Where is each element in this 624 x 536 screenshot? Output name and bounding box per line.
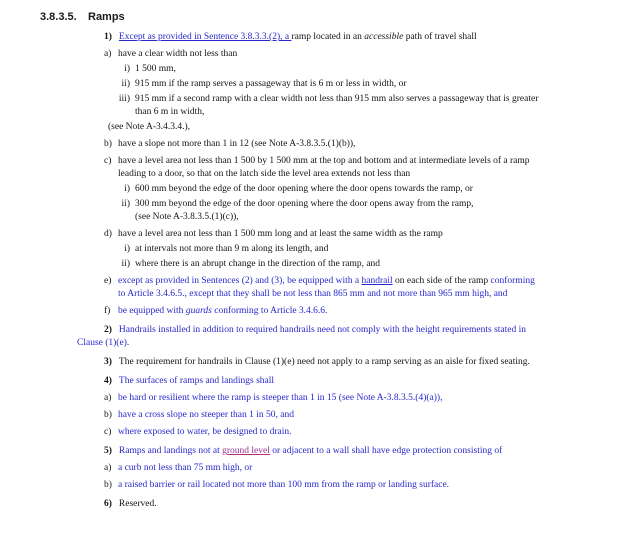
clause-text bbox=[118, 155, 614, 181]
clause-label: b) bbox=[104, 480, 112, 490]
text-run: Reserved. bbox=[118, 499, 157, 509]
text-run: have a clear width not less than bbox=[118, 49, 238, 59]
text-run: 915 mm if the ramp serves a passageway that is 6 m or less in width, or bbox=[135, 79, 407, 89]
sentence bbox=[77, 31, 614, 44]
subclause-label: i) bbox=[124, 184, 130, 194]
clause-label: c) bbox=[104, 156, 112, 166]
text-run: ramp located in an bbox=[291, 32, 365, 42]
text-run: guards bbox=[185, 306, 212, 316]
text-run: except as provided in Sentences (2) and (3), be equipped with a bbox=[118, 276, 362, 286]
text-run: have a slope not more than 1 in 12 (see Note A-3.8.3.5.(1)(b)), bbox=[118, 139, 356, 149]
subclause-label: i) bbox=[124, 64, 130, 74]
text-run: on each side of the ramp bbox=[392, 276, 491, 286]
sentence-text bbox=[119, 499, 157, 509]
see-note-reference: (see Note A-3.4.3.4.), bbox=[108, 122, 191, 132]
text-run: 600 mm beyond the edge of the door opening where the door opens towards the ramp, or bbox=[135, 184, 473, 194]
clause-item bbox=[104, 479, 614, 492]
subclause-item bbox=[110, 183, 614, 196]
sentence-number: 1) bbox=[104, 32, 112, 42]
reference-link[interactable]: ground level bbox=[222, 446, 270, 456]
text-run: 915 mm if a second ramp with a clear width not less than 915 mm also serves a passageway that is greater bbox=[135, 94, 539, 104]
clause-label: e) bbox=[104, 276, 112, 286]
text-run: 1 500 mm, bbox=[135, 64, 176, 74]
reference-link[interactable]: Except as provided in Sentence 3.8.3.3.(2), a bbox=[118, 32, 292, 42]
subclause-label: i) bbox=[124, 244, 130, 254]
subclause-item bbox=[110, 258, 614, 271]
subclause-label: iii) bbox=[118, 94, 130, 104]
text-run: be equipped with bbox=[118, 306, 186, 316]
text-run: The surfaces of ramps and landings shall bbox=[118, 376, 275, 386]
clause-item bbox=[104, 462, 614, 475]
text-run: accessible bbox=[364, 32, 404, 42]
clause-text bbox=[118, 138, 614, 151]
sentence-text bbox=[119, 446, 502, 456]
text-run: path of travel shall bbox=[403, 32, 477, 42]
clause-label: d) bbox=[104, 229, 112, 239]
text-run: have a level area not less than 1 500 by 1 500 mm at the top and bottom and at intermediate levels of a ramp bbox=[118, 156, 530, 166]
article-number: 3.8.3.5. bbox=[40, 11, 77, 23]
text-run: where there is an abrupt change in the direction of the ramp, and bbox=[135, 259, 381, 269]
text-run: have a cross slope no steeper than 1 in 50, and bbox=[118, 410, 294, 420]
text-run: at intervals not more than 9 m along its length, and bbox=[135, 244, 329, 254]
sentence-number: 4) bbox=[104, 376, 112, 386]
subclause-item bbox=[110, 78, 614, 91]
article-heading bbox=[40, 10, 614, 24]
sentence bbox=[77, 324, 614, 350]
sentence-text bbox=[119, 376, 274, 386]
clause-label: c) bbox=[104, 427, 112, 437]
clause-text bbox=[118, 479, 614, 492]
clause-item bbox=[104, 275, 614, 301]
text-run: to Article 3.4.6.5., except that they shall be not less than 865 mm and not more than 965 mm high, and bbox=[118, 289, 508, 299]
clause-text bbox=[118, 426, 614, 439]
clause-item bbox=[104, 392, 614, 405]
subclause-item bbox=[110, 198, 614, 224]
clause-item bbox=[104, 305, 614, 318]
clause-item bbox=[104, 228, 614, 241]
text-run: (see Note A-3.8.3.5.(1)(c)), bbox=[135, 212, 239, 222]
subclause-text bbox=[135, 243, 614, 256]
clause-label: a) bbox=[104, 393, 112, 403]
sentence-number: 6) bbox=[104, 499, 112, 509]
sentence-text bbox=[119, 357, 530, 367]
text-run: be hard or resilient where the ramp is steeper than 1 in 15 (see Note A-3.8.3.5.(4)(a)), bbox=[118, 393, 443, 403]
subclause-text bbox=[135, 183, 614, 196]
subclause-item bbox=[110, 93, 614, 119]
text-run: or adjacent to a wall shall have edge protection consisting of bbox=[269, 446, 503, 456]
sentence bbox=[77, 445, 614, 458]
sentence bbox=[77, 498, 614, 511]
sentence-text bbox=[77, 325, 526, 348]
subclause-text bbox=[135, 78, 614, 91]
text-run: leading to a door, so that on the latch side the level area extends not less than bbox=[118, 169, 411, 179]
clause-text bbox=[118, 392, 614, 405]
subclause-label: ii) bbox=[121, 259, 130, 269]
sentence bbox=[77, 356, 614, 369]
subclause-text bbox=[135, 198, 614, 224]
sentence-number: 2) bbox=[104, 325, 112, 335]
clause-label: a) bbox=[104, 49, 112, 59]
clause-label: b) bbox=[104, 139, 112, 149]
text-run: a curb not less than 75 mm high, or bbox=[118, 463, 253, 473]
text-run: have a level area not less than 1 500 mm long and at least the same width as the ramp bbox=[118, 229, 443, 239]
sentence-number: 3) bbox=[104, 357, 112, 367]
clause-item bbox=[104, 409, 614, 422]
text-run: 300 mm beyond the edge of the door opening where the door opens away from the ramp, bbox=[135, 199, 474, 209]
sentence-number: 5) bbox=[104, 446, 112, 456]
subclause-text bbox=[135, 63, 614, 76]
subclause-item bbox=[110, 63, 614, 76]
reference-link[interactable]: handrail bbox=[361, 276, 393, 286]
subclause-item bbox=[110, 243, 614, 256]
clause-text bbox=[118, 48, 614, 61]
text-run: a raised barrier or rail located not more than 100 mm from the ramp or landing surface. bbox=[118, 480, 450, 490]
subclause-label: ii) bbox=[121, 199, 130, 209]
text-run: where exposed to water, be designed to drain. bbox=[118, 427, 292, 437]
clause-label: a) bbox=[104, 463, 112, 473]
subclause-text bbox=[135, 258, 614, 271]
clause-item bbox=[104, 155, 614, 181]
clause-text bbox=[118, 228, 614, 241]
clause-item bbox=[104, 426, 614, 439]
sentence bbox=[77, 375, 614, 388]
article-title: Ramps bbox=[88, 11, 125, 23]
clause-text bbox=[118, 409, 614, 422]
subclause-text bbox=[135, 93, 614, 119]
text-run: conforming to Article 3.4.6.6. bbox=[211, 306, 328, 316]
text-run: conforming bbox=[490, 276, 535, 286]
text-run: Ramps and landings not at bbox=[118, 446, 223, 456]
clause-text bbox=[118, 275, 614, 301]
clause-text bbox=[118, 462, 614, 475]
text-run: The requirement for handrails in Clause (1)(e) need not apply to a ramp serving as an aisle for fixed seating. bbox=[118, 357, 530, 367]
text-run: than 6 m in width, bbox=[135, 107, 205, 117]
sentence-text bbox=[119, 32, 477, 42]
subclause-label: ii) bbox=[121, 79, 130, 89]
clause-item bbox=[104, 138, 614, 151]
clause-label: b) bbox=[104, 410, 112, 420]
text-run: Handrails installed in addition to required handrails need not comply with the height requirements stated in bbox=[118, 325, 527, 335]
clause-text bbox=[118, 305, 614, 318]
article-body bbox=[77, 31, 614, 511]
text-run: Clause (1)(e). bbox=[77, 338, 130, 348]
clause-item bbox=[104, 48, 614, 61]
clause-label: f) bbox=[104, 306, 111, 316]
